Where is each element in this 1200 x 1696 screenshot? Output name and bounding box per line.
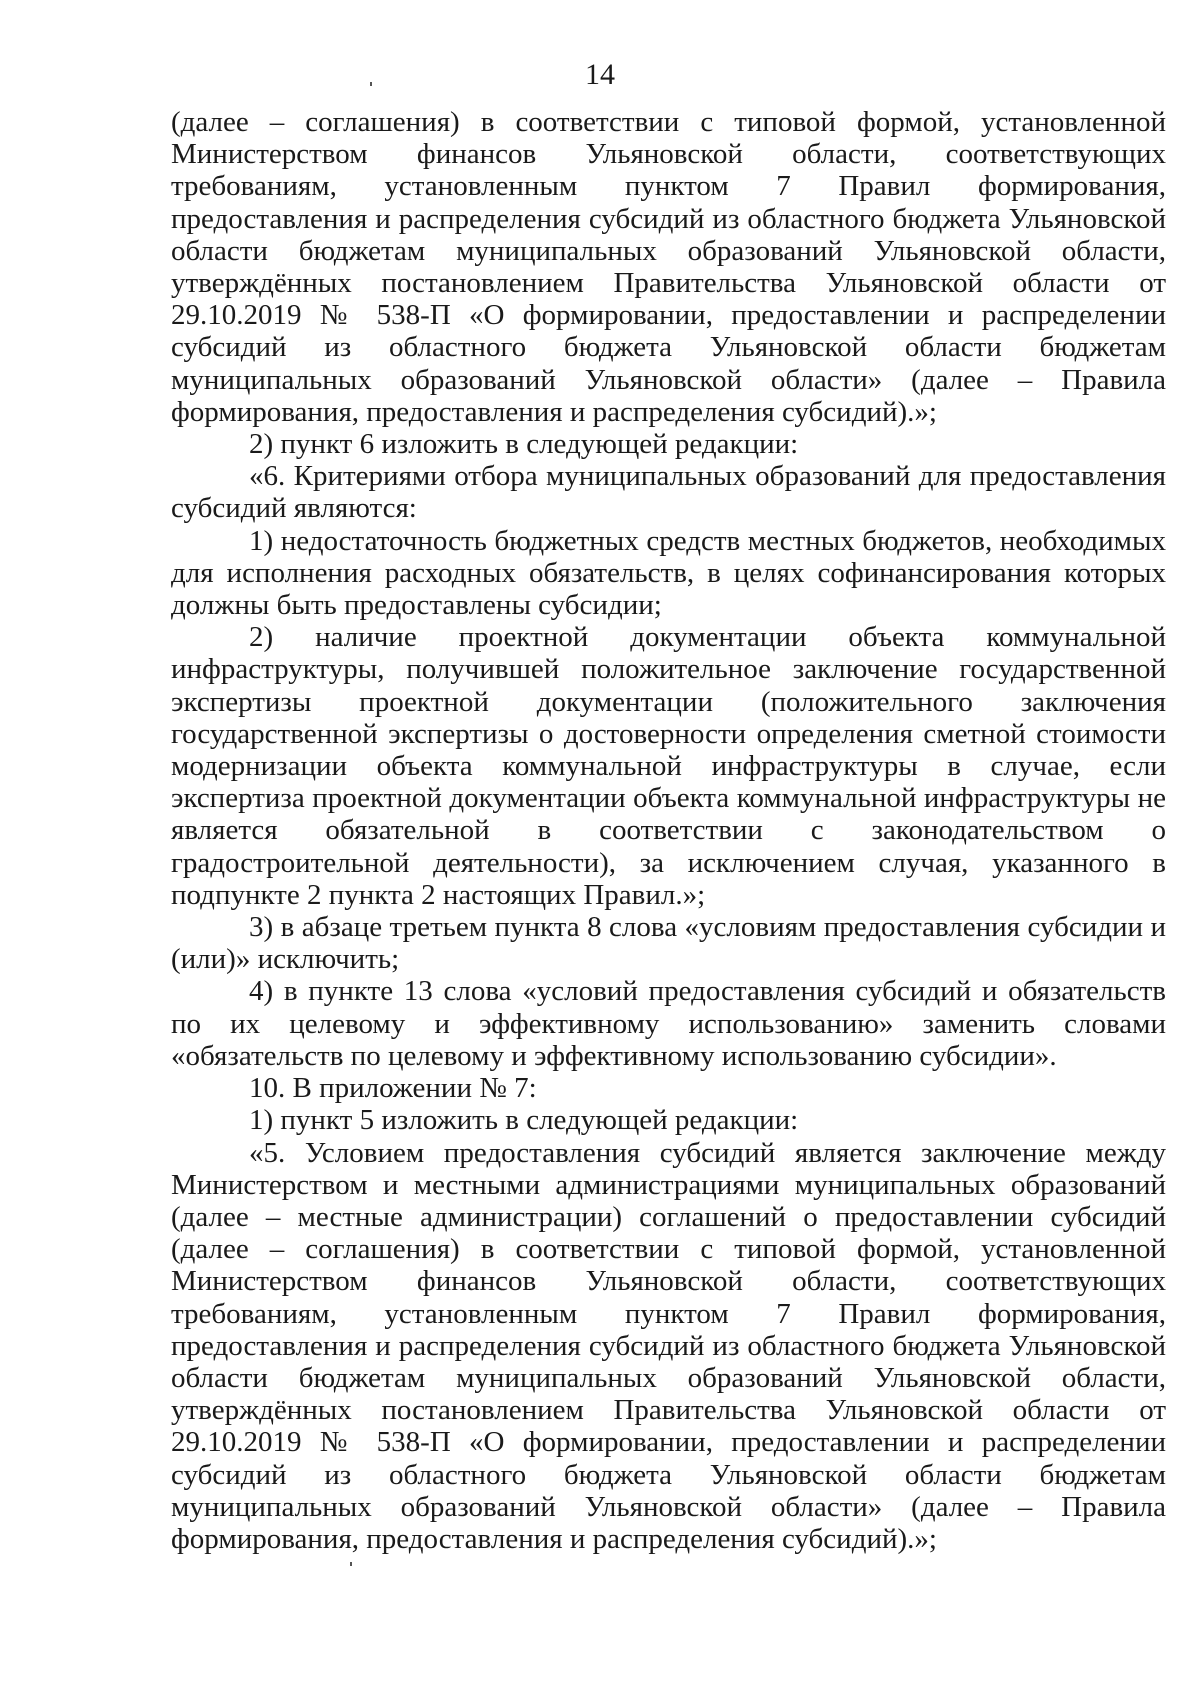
paragraph: 1) пункт 5 изложить в следующей редакции: xyxy=(249,1104,799,1137)
paragraph: 3) в абзаце третьем пункта 8 слова «условиям предоставления субсидии и (или)» исключить; xyxy=(171,911,1166,976)
paragraph: 2) наличие проектной документации объекта коммунальной инфраструктуры, получившей положительное заключение государственной экспертизы проектной документации (положительного заключения государственной экспертизы о достоверности определения сметной стоимости модернизации объекта коммунальной инфраструктуры в случае, если экспертиза проектной документации объекта коммунальной инфраструктуры не является обязательной в соответствии с законодательством о градостроительной деятельности), за исключением случая, указанного в подпункте 2 пункта 2 настоящих Правил.»; xyxy=(171,621,1166,911)
document-body xyxy=(171,106,1166,1555)
paragraph: «5. Условием предоставления субсидий является заключение между Министерством и местными администрациями муниципальных образований (далее – местные администрации) соглашений о предоставлении субсидий (далее – соглашения) в соответствии с типовой формой, установленной Министерством финансов Ульяновской области, соответствующих требованиям, установленным пунктом 7 Правил формирования, предоставления и распределения субсидий из областного бюджета Ульяновской области бюджетам муниципальных образований Ульяновской области, утверждённых постановлением Правительства Ульяновской области от 29.10.2019 № 538-П «О формировании, предоставлении и распределении субсидий из областного бюджета Ульяновской области бюджетам муниципальных образований Ульяновской области» (далее – Правила формирования, предоставления и распределения субсидий).»; xyxy=(171,1136,1166,1555)
paragraph: 4) в пункте 13 слова «условий предоставления субсидий и обязательств по их целевому и эффективному использованию» заменить словами «обязательств по целевому и эффективному использованию субсидии». xyxy=(171,975,1166,1072)
page-number: 14 xyxy=(585,58,615,91)
paragraph: 10. В приложении № 7: xyxy=(249,1072,537,1105)
scan-speck xyxy=(350,1562,352,1566)
paragraph: 1) недостаточность бюджетных средств местных бюджетов, необходимых для исполнения расходных обязательств, в целях софинансирования которых должны быть предоставлены субсидии; xyxy=(171,524,1166,622)
paragraph: 2) пункт 6 изложить в следующей редакции: xyxy=(249,428,799,461)
paragraph: (далее – соглашения) в соответствии с типовой формой, установленной Министерством финансов Ульяновской области, соответствующих требованиям, установленным пунктом 7 Правил формирования, предоставления и распределения субсидий из областного бюджета Ульяновской области бюджетам муниципальных образований Ульяновской области, утверждённых постановлением Правительства Ульяновской области от 29.10.2019 № 538-П «О формировании, предоставлении и распределении субсидий из областного бюджета Ульяновской области бюджетам муниципальных образований Ульяновской области» (далее – Правила формирования, предоставления и распределения субсидий).»; xyxy=(171,106,1166,428)
paragraph: «6. Критериями отбора муниципальных образований для предоставления субсидий являются: xyxy=(171,460,1166,525)
